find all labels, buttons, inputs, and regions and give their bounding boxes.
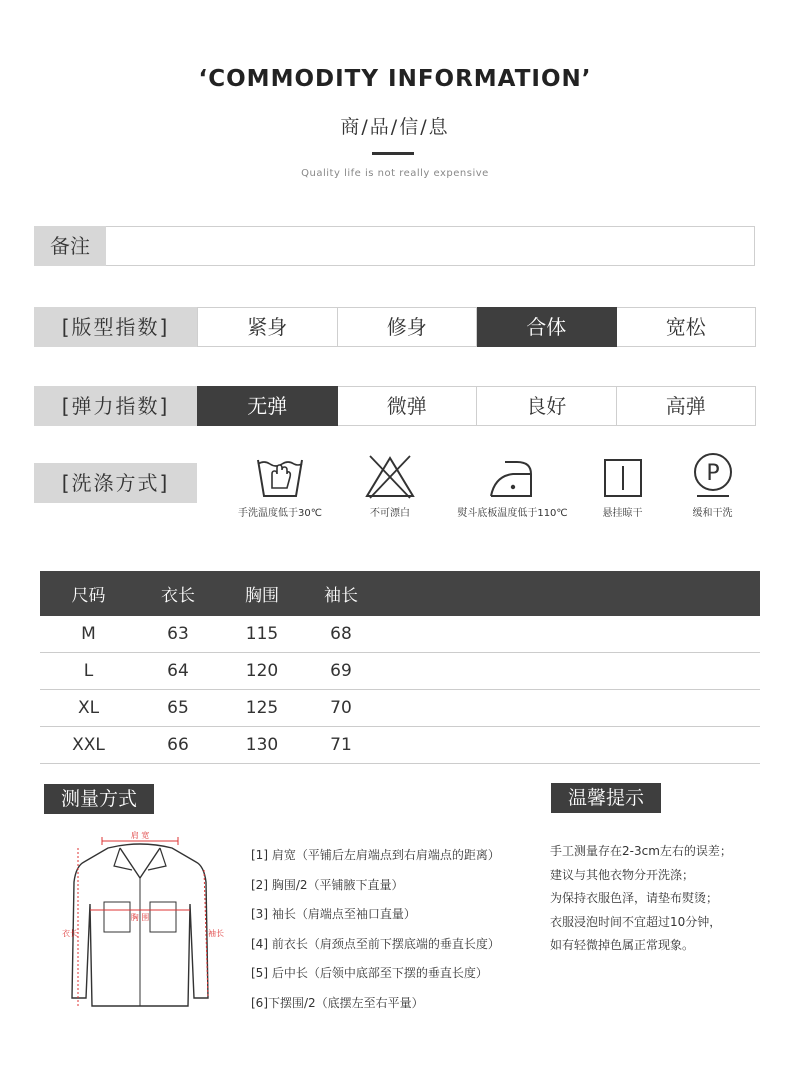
cell-sleeve: 68 — [330, 624, 352, 644]
cell-size: XXL — [72, 735, 105, 755]
tagline: Quality life is not really expensive — [301, 168, 489, 179]
header-chest: 胸围 — [245, 586, 279, 606]
size-table — [40, 571, 760, 764]
measure-item: [4] 前衣长（肩颈点至前下摆底端的垂直长度） — [251, 936, 500, 951]
wash-text: 悬挂晾干 — [602, 508, 643, 519]
no-bleach-icon — [362, 452, 418, 500]
measure-list — [251, 841, 500, 1018]
header-sleeve: 袖长 — [324, 586, 358, 606]
elastic-index-options — [197, 386, 756, 426]
wash-item — [445, 452, 580, 522]
title-chinese: 商/品/信/息 — [340, 116, 450, 138]
cell-chest: 125 — [245, 698, 279, 718]
elastic-option-selected: 无弹 — [197, 386, 338, 426]
cell-length: 64 — [167, 661, 189, 681]
cell-sleeve: 69 — [330, 661, 352, 681]
cell-sleeve: 70 — [330, 698, 352, 718]
tip-line: 衣服浸泡时间不宜超过10分钟， — [550, 914, 722, 929]
wash-text: 缓和干洗 — [692, 508, 733, 519]
cell-size: L — [83, 661, 94, 681]
wash-text: 手洗温度低于30℃ — [238, 508, 322, 519]
tip-line: 手工测量存在2-3cm左右的误差； — [550, 844, 732, 858]
header-size: 尺码 — [71, 586, 106, 606]
fit-option: 修身 — [338, 307, 478, 347]
sleeve-label: 袖长 — [208, 929, 224, 938]
measure-item: [1] 肩宽（平铺后左肩端点到右肩端点的距离） — [251, 848, 500, 862]
fit-index-label: [版型指数] — [34, 307, 197, 347]
wash-label: [洗涤方式] — [34, 463, 197, 503]
measure-item: [2] 胸围/2（平铺腋下直量） — [251, 877, 404, 892]
measure-title: 测量方式 — [44, 784, 154, 814]
shirt-diagram — [48, 826, 228, 1026]
cell-chest: 115 — [245, 624, 279, 644]
remark-value — [106, 226, 755, 266]
svg-text:P: P — [705, 461, 720, 486]
cell-size: XL — [77, 698, 100, 718]
table-row — [40, 653, 760, 690]
fit-option-selected: 合体 — [477, 307, 617, 347]
cell-length: 63 — [167, 624, 189, 644]
measure-item: [6]下摆围/2（底摆左至右平量） — [251, 995, 424, 1010]
chest-label: 胸 围 — [130, 913, 150, 922]
fit-option: 紧身 — [197, 307, 338, 347]
elastic-index-label: [弹力指数] — [34, 386, 197, 426]
size-table-header — [40, 571, 760, 616]
cell-chest: 120 — [245, 661, 279, 681]
table-row — [40, 690, 760, 727]
elastic-option: 高弹 — [617, 386, 757, 426]
cell-sleeve: 71 — [330, 735, 352, 755]
tips-title: 温馨提示 — [551, 783, 661, 813]
title-divider — [372, 152, 414, 155]
shoulder-label: 肩 宽 — [130, 831, 150, 840]
table-row — [40, 727, 760, 764]
cell-length: 65 — [167, 698, 189, 718]
tip-line: 建议与其他衣物分开洗涤； — [550, 867, 695, 882]
length-label: 衣长 — [62, 929, 78, 938]
cell-chest: 130 — [245, 735, 279, 755]
tip-line: 为保持衣服色泽，请垫布熨烫； — [550, 891, 719, 905]
dry-clean-icon — [685, 452, 741, 500]
measure-item: [5] 后中长（后领中底部至下摆的垂直长度） — [251, 966, 488, 980]
wash-item — [585, 452, 660, 522]
remark-label: 备注 — [34, 226, 106, 266]
tip-line: 如有轻微掉色属正常现象。 — [550, 938, 695, 952]
title-english: ‘COMMODITY INFORMATION’ — [198, 66, 592, 92]
table-row — [40, 616, 760, 653]
cell-length: 66 — [167, 735, 189, 755]
measure-item: [3] 袖长（肩端点至袖口直量） — [251, 907, 416, 921]
wash-item — [225, 452, 335, 522]
fit-index-options — [197, 307, 756, 347]
hand-wash-icon — [252, 452, 308, 500]
elastic-option: 良好 — [477, 386, 617, 426]
elastic-option: 微弹 — [338, 386, 478, 426]
wash-text: 不可漂白 — [370, 508, 410, 519]
wash-item — [345, 452, 435, 522]
fit-option: 宽松 — [617, 307, 757, 347]
tips-list — [550, 840, 732, 958]
wash-item — [675, 452, 750, 522]
cell-size: M — [81, 624, 96, 644]
header-length: 衣长 — [161, 586, 195, 606]
wash-text: 熨斗底板温度低于110℃ — [457, 508, 568, 519]
iron-icon — [485, 452, 541, 500]
hang-dry-icon — [595, 452, 651, 500]
